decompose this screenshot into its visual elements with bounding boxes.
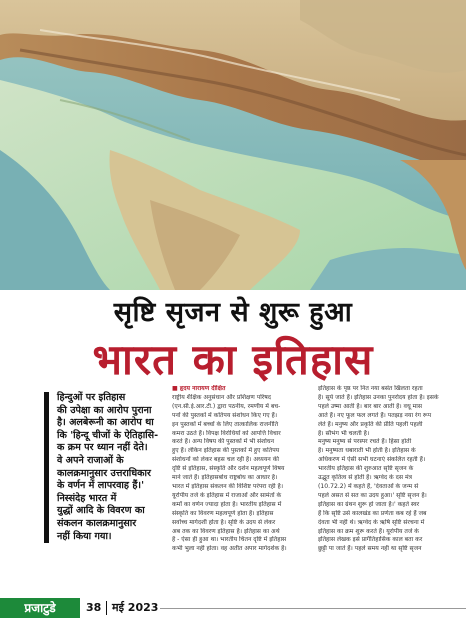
article-line: पनों की पुस्तकों में कतिपय संशोधन किए गए हैं। <box>172 411 278 419</box>
article-line: देवता भी नहीं थे। ऋग्वेद के ऋषि सृष्टि संरचना में <box>318 518 425 526</box>
article-line: हैं कि सृष्टि उसे कालखंड का प्रणेता कब रहे हैं जब <box>318 509 427 517</box>
article-line: पहले असत से सत का उदय हुआ।' सृष्टि सृजन है। <box>318 491 427 499</box>
article-line: यूरोपीय तर्ज के इतिहास में राजाओं और सामंतों के <box>172 491 282 499</box>
article-line: मनुष्य मनुष्य से परस्पर रचते हैं। हिंसा होती <box>318 438 412 446</box>
pull-quote-line: के वर्णन में लापरवाह हैं।' <box>57 480 145 492</box>
article-line: संस्कृति का विवरण महत्वपूर्ण होता है। इतिहास <box>172 509 274 517</box>
article-line: इतिहास का ग्रंथन शुरू हो जाता है।' कहते स्वर <box>318 500 420 508</box>
article-line: पहले उष्मा आती है। बार बार आती है। वधू मास <box>318 402 422 410</box>
article-line: भारत में इतिहास संकलन की विशिष्ट परंपरा रही है। <box>172 482 284 490</box>
article-line: इतिहास का क्रम शुरू करते हैं। यूरोपीय तर्ज के <box>318 527 419 535</box>
article-column-1 <box>172 385 312 554</box>
pull-quote <box>44 392 177 543</box>
pull-quote-line: कि 'हिन्दू चीजों के ऐतिहासि- <box>57 429 159 441</box>
page-number: 38 <box>86 601 102 614</box>
article-line: कमरा उठते हैं। विपक्ष विरोधियों को आपत्ति विचार <box>172 429 281 437</box>
article-line: दृष्टि से इतिहास, संस्कृति और दर्शन महत्वपूर्ण विषय <box>172 465 285 473</box>
article-line: राष्ट्रीय शैक्षिक अनुसंधान और प्रशिक्षण परिषद <box>172 393 272 401</box>
page-footer <box>0 598 466 618</box>
article-line: (10.72.2) में कहते हैं, 'देवताओं के जन्म से <box>318 482 419 490</box>
article-line: कभी भुला नहीं होता। वह अतीत अपार मार्गदर्शक है। <box>172 545 287 553</box>
article-line: हुए हैं। लेकिन इतिहास की पुस्तकों में हुए कतिपय <box>172 447 280 455</box>
article-line: है - ऐसा ही हुआ था। भारतीय चिंतन दृष्टि में इतिहास <box>172 536 287 544</box>
pull-quote-line: है। अलबेरूनी का आरोप था <box>57 417 154 429</box>
article-column-2 <box>318 385 458 554</box>
article-line: इतिहास के पृष्ठ पर नित नया बसंत खिलता रहता <box>318 385 423 392</box>
headline-line1: सृष्टि सृजन से शुरू हुआ <box>113 297 353 328</box>
article-line: सर्वोच्च मार्गदर्शी होता है। सृष्टि के उदय से लेकर <box>172 518 276 526</box>
pull-quote-line: हिन्दुओं पर इतिहास <box>57 392 126 403</box>
issue-date: मई 2023 <box>112 601 159 614</box>
footer-rule <box>160 608 466 609</box>
article-line: इन पुस्तकों में बच्चों के लिए तात्कालिक राजनीति <box>172 420 279 428</box>
article-line: करते हैं। अन्य विषय की पुस्तकों में भी संशोधन <box>172 438 274 446</box>
article-line: कर्मों का वर्णन ज्यादा होता है। भारतीय इतिहास में <box>172 500 282 508</box>
footer-divider <box>106 601 107 615</box>
author-byline: ■ हृदय नारायण दीक्षित <box>172 385 226 392</box>
pull-quote-line: की उपेक्षा का आरोप पुराना <box>57 404 152 416</box>
article-line: माने जाते हैं। इतिहासबोध राष्ट्रबोध का आधार है। <box>172 474 278 482</box>
pull-quote-line: नहीं किया गया। <box>57 530 112 542</box>
article-line: है। मनुष्यता धबाराती भी होती है। इतिहास के <box>318 447 416 455</box>
headline-line2: भारत का इतिहास <box>92 335 374 384</box>
pull-quote-line: संकलन कालक्रमानुसार <box>57 517 137 529</box>
article-line: है। सौभंग भी चलती है। <box>318 429 370 437</box>
article-line: भारतीय इतिहास की शुरुआत सृष्टि सृजन के <box>318 465 414 473</box>
magazine-brand: प्रजाटुडे <box>0 598 80 618</box>
pull-quote-line: युद्धों आदि के विवरण का <box>57 505 145 517</box>
article-line: है। सूर्य जाते हैं। इतिहास उनका पुनरोदय होता है। इसके <box>318 393 439 401</box>
pull-quote-line: निस्संदेह भारत में <box>57 492 117 504</box>
pull-quote-line: कालक्रमानुसार उत्तराधिकार <box>57 467 151 479</box>
article-line: अधिकरण में ऐसी सभी घटनाएं संकलित रहती हैं। <box>318 456 426 464</box>
article-line: आते हैं। नए फूल फल लगते हैं। पतझड़ नया रंग रूप <box>318 411 432 419</box>
article-line: (एन.सी.ई.आर.टी.) द्वारा पठनीय, रमणीय में बच- <box>172 402 281 410</box>
pull-quote-line: क क्रम पर ध्यान नहीं देते। <box>57 442 148 454</box>
article-line: उद्भूत कृतित्व से होती है। ऋग्वेद के दस मंत्र <box>318 474 412 482</box>
article-line: संशोधनों को लेकर बहस चल रही है। अध्ययन की <box>172 456 279 464</box>
relief-map-image <box>0 0 466 290</box>
article-line: लेते हैं। मनुष्य और प्रकृति की प्रीति पहली पहली <box>318 420 423 428</box>
article-line: छुट्टी पा जाते हैं। पहले समय नहीं था सृष्टि सृजन <box>318 545 422 553</box>
pull-quote-line: वे अपने राजाओं के <box>57 454 124 466</box>
article-line: अब तक का विवरण इतिहास है। इतिहास का अर्थ <box>172 527 280 535</box>
article-line: इतिहास लेखक इसे प्रागैतिहासिक काल बता कर <box>318 536 423 544</box>
